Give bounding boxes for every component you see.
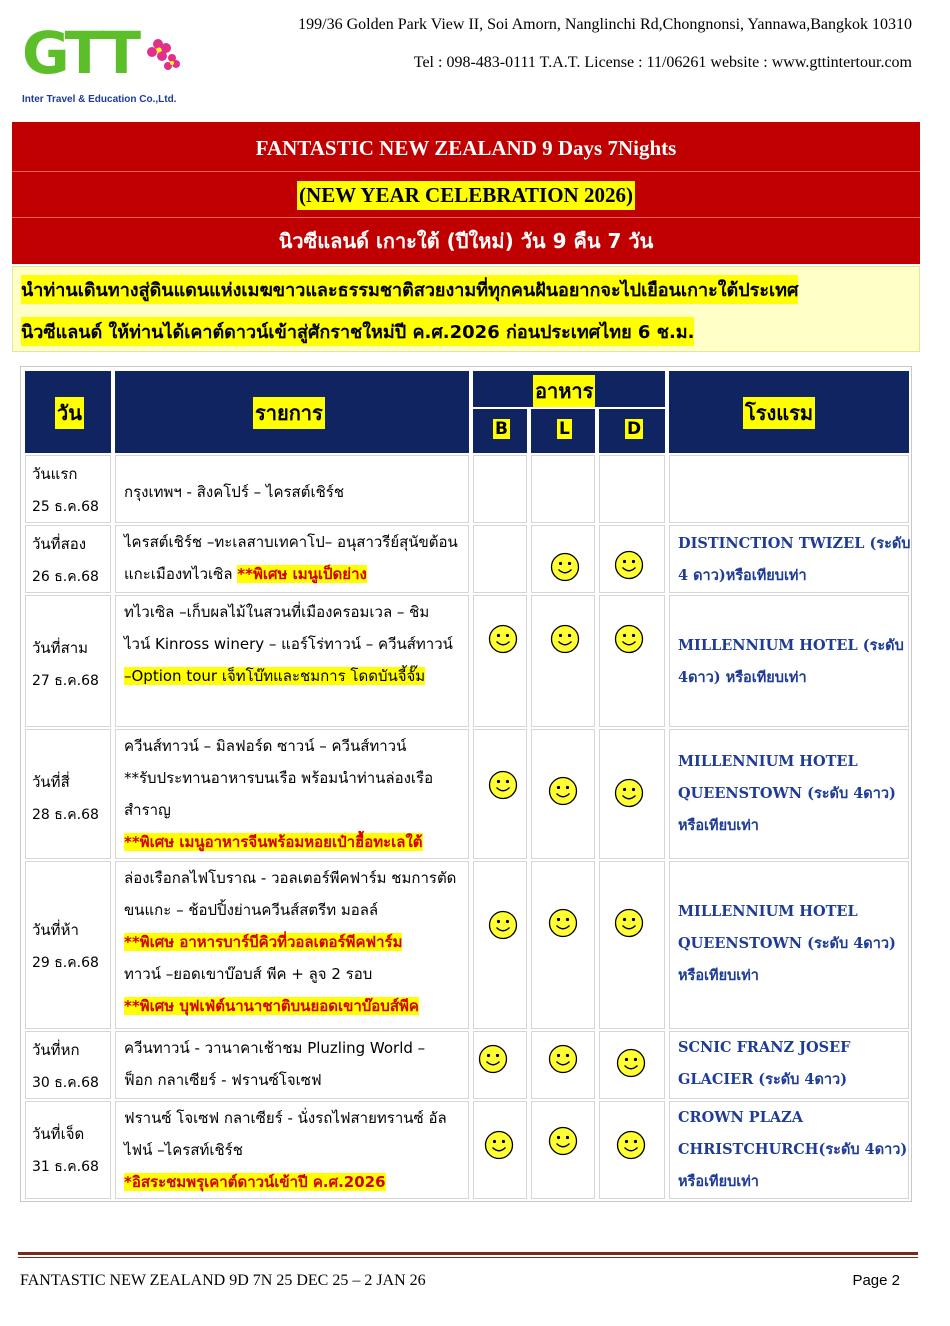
- row-1-date: 25 ธ.ค.68: [32, 499, 99, 515]
- logo-subtitle: Inter Travel & Education Co.,Ltd.: [22, 94, 177, 105]
- row-3-date: 27 ธ.ค.68: [32, 673, 99, 689]
- header-day-label: วัน: [55, 397, 84, 429]
- row-2-hotel-line-2: 4 ดาว)หรือเทียบเท่า: [678, 567, 807, 584]
- header-hotel-cell: [669, 371, 909, 453]
- smiley-face-icon: [484, 1130, 514, 1160]
- row-7-b-cell: [473, 1101, 527, 1199]
- row-2-program-cell: [115, 525, 469, 593]
- header-program-cell: [115, 371, 469, 453]
- row-7-line-2: ไฟน์ –ไครสท์เชิร์ช: [124, 1141, 243, 1159]
- row-5-d-cell: [599, 861, 665, 1029]
- tour-subtitle: (NEW YEAR CELEBRATION 2026): [297, 181, 635, 210]
- row-6-program-cell: [115, 1031, 469, 1099]
- row-3-line-2: ไวน์ Kinross winery – แอร์โร่ทาวน์ – ควีนส์ทาวน์: [124, 635, 453, 653]
- row-6-hotel-line-2: GLACIER (ระดับ 4ดาว): [678, 1071, 848, 1088]
- company-logo: [22, 19, 182, 112]
- row-6-day-cell: [25, 1031, 111, 1099]
- row-7-hotel-cell: [669, 1101, 909, 1199]
- row-5-line-2: ขนแกะ – ช้อปปิ้งย่านควีนส์สตรีท มอลล์: [124, 901, 379, 919]
- header-d-label: D: [627, 419, 642, 439]
- header-meals-label: อาหาร: [533, 375, 595, 407]
- row-2-day: วันที่สอง: [32, 535, 87, 553]
- row-5-line-3: [124, 926, 402, 958]
- row-3-day-cell: [25, 595, 111, 727]
- row-2-line-1: ไครสต์เชิร์ช –ทะเลสาบเทคาโป– อนุสาวรีย์สุนัขต้อน: [124, 533, 458, 551]
- row-6-date: 30 ธ.ค.68: [32, 1075, 99, 1091]
- row-7-line-1: ฟรานซ์ โจเซฟ กลาเซียร์ - นั่งรถไฟสายทรานซ์ อัล: [124, 1109, 447, 1127]
- row-3-hotel-line-1: MILLENNIUM HOTEL (ระดับ: [678, 637, 904, 654]
- row-1-l-cell: [531, 455, 595, 523]
- tour-title: FANTASTIC NEW ZEALAND 9 Days 7Nights: [255, 135, 677, 160]
- row-1-hotel-cell: [669, 455, 909, 523]
- row-5-line-4: ทาวน์ –ยอดเขาบ๊อบส์ พีค + ลูจ 2 รอบ: [124, 965, 373, 983]
- row-7-line-3: [124, 1166, 386, 1198]
- smiley-face-icon: [614, 908, 644, 938]
- row-4-hotel-cell: [669, 729, 909, 859]
- smiley-face-icon: [488, 624, 518, 654]
- row-5-line-1: ล่องเรือกลไฟโบราณ - วอลเตอร์พีคฟาร์ม ชมการตัด: [124, 869, 457, 887]
- tour-thai-title: นิวซีแลนด์ เกาะใต้ (ปีใหม่) วัน 9 คืน 7 วัน: [12, 217, 920, 264]
- company-address: 199/36 Golden Park View II, Soi Amorn, Nanglinchi Rd,Chongnonsi, Yannawa,Bangkok 10310: [298, 16, 912, 33]
- row-3-b-cell: [473, 595, 527, 727]
- tour-subtitle-row: [12, 171, 920, 218]
- logo-text: GTT: [22, 19, 138, 87]
- row-3-day: วันที่สาม: [32, 639, 89, 657]
- footer-tour-code: FANTASTIC NEW ZEALAND 9D 7N 25 DEC 25 – 2 JAN 26: [20, 1272, 426, 1289]
- smiley-face-icon: [614, 624, 644, 654]
- company-contact: Tel : 098-483-0111 T.A.T. License : 11/06261 website : www.gttintertour.com: [413, 54, 912, 71]
- row-7-day: วันที่เจ็ด: [32, 1125, 85, 1143]
- row-2-line-2-text: แกะเมืองทไวเซิล: [124, 565, 238, 583]
- row-6-line-1: ควีนทาวน์ - วานาคาเช้าชม Pluzling World –: [124, 1039, 426, 1057]
- row-4-program-cell: [115, 729, 469, 859]
- row-3-d-cell: [599, 595, 665, 727]
- row-7-hotel-line-2: CHRISTCHURCH(ระดับ 4ดาว): [678, 1141, 908, 1158]
- header-b-label: B: [495, 419, 508, 439]
- row-2-l-cell: [531, 525, 595, 593]
- row-5-special-2: **พิเศษ บุฟเฟ่ต์นานาชาติบนยอดเขาบ๊อบส์พีค: [124, 997, 419, 1015]
- row-6-line-2: ฟ็อก กลาเซียร์ - ฟรานซ์โจเซฟ: [124, 1071, 322, 1089]
- row-2-b-cell: [473, 525, 527, 593]
- row-6-hotel-cell: [669, 1031, 909, 1099]
- row-7-d-cell: [599, 1101, 665, 1199]
- row-7-date: 31 ธ.ค.68: [32, 1159, 99, 1175]
- row-6-l-cell: [531, 1031, 595, 1099]
- row-4-line-2: **รับประทานอาหารบนเรือ พร้อมนำท่านล่องเรือ: [124, 769, 434, 787]
- footer-rule-thin: [18, 1257, 918, 1258]
- row-2-day-cell: [25, 525, 111, 593]
- row-4-hotel-line-1: MILLENNIUM HOTEL: [678, 753, 858, 770]
- row-4-special: **พิเศษ เมนูอาหารจีนพร้อมหอยเป๋าฮื้อทะเลใต้: [124, 833, 423, 851]
- row-3-hotel-cell: [669, 595, 909, 727]
- row-5-hotel-line-2: QUEENSTOWN (ระดับ 4ดาว): [678, 935, 896, 952]
- header-b-cell: [473, 409, 527, 453]
- row-5-line-5: [124, 990, 419, 1022]
- itinerary-table: [20, 366, 912, 1202]
- header-program-label: รายการ: [253, 397, 325, 429]
- header-l-label: L: [559, 419, 570, 439]
- row-1-d-cell: [599, 455, 665, 523]
- smiley-face-icon: [548, 1044, 578, 1074]
- smiley-face-icon: [614, 550, 644, 580]
- row-5-hotel-line-3: หรือเทียบเท่า: [678, 967, 759, 984]
- header-d-cell: [599, 409, 665, 453]
- flower-icon: [144, 34, 184, 74]
- row-4-day: วันที่สี่: [32, 773, 70, 791]
- row-7-hotel-line-3: หรือเทียบเท่า: [678, 1173, 759, 1190]
- row-6-hotel-line-1: SCNIC FRANZ JOSEF: [678, 1039, 851, 1056]
- header-hotel-label: โรงแรม: [743, 397, 815, 429]
- row-5-day: วันที่ห้า: [32, 921, 79, 939]
- row-6-d-cell: [599, 1031, 665, 1099]
- row-2-line-2: [124, 558, 367, 590]
- row-7-program-cell: [115, 1101, 469, 1199]
- row-5-day-cell: [25, 861, 111, 1029]
- row-6-day: วันที่หก: [32, 1041, 80, 1059]
- smiley-face-icon: [616, 1130, 646, 1160]
- row-4-line-1: ควีนส์ทาวน์ – มิลฟอร์ด ซาวน์ – ควีนส์ทาวน์: [124, 737, 407, 755]
- row-3-line-3: [124, 660, 425, 692]
- row-4-line-4: [124, 826, 423, 858]
- row-3-hotel-line-2: 4ดาว) หรือเทียบเท่า: [678, 669, 807, 686]
- row-1-b-cell: [473, 455, 527, 523]
- row-3-program-cell: [115, 595, 469, 727]
- row-6-b-cell: [473, 1031, 527, 1099]
- footer-rule-thick: [18, 1252, 918, 1255]
- row-2-hotel-cell: [669, 525, 909, 593]
- row-2-d-cell: [599, 525, 665, 593]
- title-banner: [12, 122, 920, 264]
- smiley-face-icon: [616, 1048, 646, 1078]
- row-3-line-1: ทไวเซิล –เก็บผลไม้ในสวนที่เมืองครอมเวล – ชิม: [124, 603, 430, 621]
- row-4-l-cell: [531, 729, 595, 859]
- smiley-face-icon: [478, 1044, 508, 1074]
- row-7-hotel-line-1: CROWN PLAZA: [678, 1109, 803, 1126]
- row-2-special: **พิเศษ เมนูเป็ดย่าง: [237, 565, 367, 583]
- row-5-b-cell: [473, 861, 527, 1029]
- header-meals-cell: [473, 371, 665, 407]
- intro-line-2: นิวซีแลนด์ ให้ท่านได้เคาต์ดาวน์เข้าสู่ศักราชใหม่ปี ค.ศ.2026 ก่อนประเทศไทย 6 ช.ม.: [21, 317, 694, 346]
- row-4-b-cell: [473, 729, 527, 859]
- intro-box: [12, 266, 920, 352]
- header-l-cell: [531, 409, 595, 453]
- row-4-d-cell: [599, 729, 665, 859]
- row-5-special-1: **พิเศษ อาหารบาร์บีคิวที่วอลเตอร์พีคฟาร์ม: [124, 933, 403, 951]
- smiley-face-icon: [548, 908, 578, 938]
- row-5-l-cell: [531, 861, 595, 1029]
- smiley-face-icon: [550, 552, 580, 582]
- row-5-hotel-line-1: MILLENNIUM HOTEL: [678, 903, 858, 920]
- row-1-day: วันแรก: [32, 465, 78, 483]
- page-header: [0, 0, 950, 120]
- row-4-line-3: สำราญ: [124, 801, 171, 819]
- row-4-day-cell: [25, 729, 111, 859]
- row-2-date: 26 ธ.ค.68: [32, 569, 99, 585]
- row-3-l-cell: [531, 595, 595, 727]
- smiley-face-icon: [550, 624, 580, 654]
- page-number: Page 2: [852, 1272, 900, 1289]
- row-1-program-cell: [115, 455, 469, 523]
- row-4-hotel-line-2: QUEENSTOWN (ระดับ 4ดาว): [678, 785, 896, 802]
- header-day-cell: [25, 371, 111, 453]
- intro-line-1: นำท่านเดินทางสู่ดินแดนแห่งเมฆขาวและธรรมชาติสวยงามที่ทุกคนฝันอยากจะไปเยือนเกาะใต้ประเทศ: [21, 275, 798, 304]
- row-1-line-1: กรุงเทพฯ - สิงคโปร์ – ไครสต์เชิร์ช: [124, 483, 344, 501]
- row-2-hotel-line-1: DISTINCTION TWIZEL (ระดับ: [678, 535, 911, 552]
- smiley-face-icon: [548, 1126, 578, 1156]
- row-4-date: 28 ธ.ค.68: [32, 807, 99, 823]
- row-3-option-tour: –Option tour เจ็ทโบ๊ทและชมการ โดดบันจี้จั๊ม: [124, 667, 426, 685]
- row-5-hotel-cell: [669, 861, 909, 1029]
- row-1-day-cell: [25, 455, 111, 523]
- row-5-date: 29 ธ.ค.68: [32, 955, 99, 971]
- smiley-face-icon: [548, 776, 578, 806]
- smiley-face-icon: [614, 778, 644, 808]
- row-7-special: *อิสระชมพรุเคาต์ดาวน์เข้าปี ค.ศ.2026: [124, 1173, 386, 1191]
- row-4-hotel-line-3: หรือเทียบเท่า: [678, 817, 759, 834]
- smiley-face-icon: [488, 910, 518, 940]
- row-5-program-cell: [115, 861, 469, 1029]
- smiley-face-icon: [488, 770, 518, 800]
- row-7-day-cell: [25, 1101, 111, 1199]
- row-7-l-cell: [531, 1101, 595, 1199]
